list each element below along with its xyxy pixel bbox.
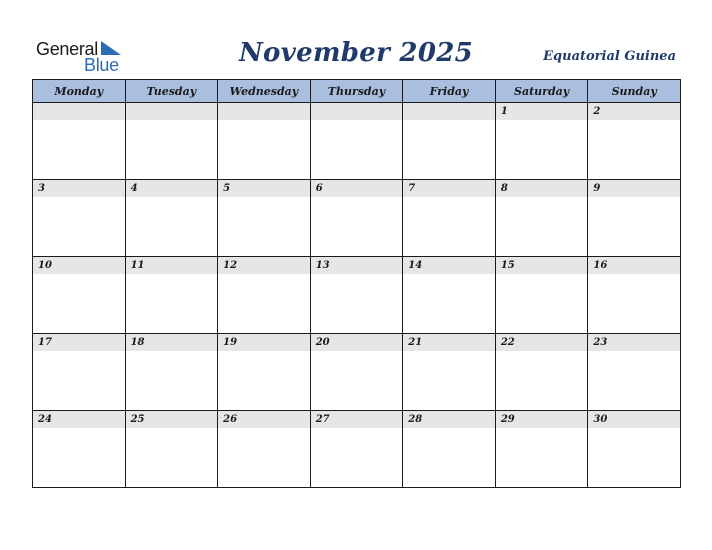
day-cell (588, 257, 681, 334)
calendar-grid (32, 79, 681, 488)
day-cell (33, 103, 126, 180)
day-cell (495, 334, 588, 411)
day-number: 19 (218, 334, 310, 351)
day-cell (403, 103, 496, 180)
day-cell (310, 411, 403, 488)
day-cell (33, 334, 126, 411)
week-row (33, 411, 681, 488)
day-cell (495, 257, 588, 334)
country-name: Equatorial Guinea (543, 49, 676, 64)
day-cell (310, 103, 403, 180)
day-number: 6 (311, 180, 403, 197)
weekday-header: Tuesday (125, 80, 218, 103)
day-number: 30 (588, 411, 680, 428)
day-cell (125, 334, 218, 411)
day-cell (588, 334, 681, 411)
weekday-header: Monday (33, 80, 126, 103)
week-row (33, 103, 681, 180)
day-number: 8 (496, 180, 588, 197)
day-number: 22 (496, 334, 588, 351)
day-cell (310, 257, 403, 334)
day-number (403, 103, 495, 120)
day-cell (125, 180, 218, 257)
day-number: 17 (33, 334, 125, 351)
day-number: 3 (33, 180, 125, 197)
week-row (33, 257, 681, 334)
day-cell (310, 334, 403, 411)
day-cell (495, 103, 588, 180)
weekday-header: Sunday (588, 80, 681, 103)
day-number: 13 (311, 257, 403, 274)
day-number: 1 (496, 103, 588, 120)
day-number: 18 (126, 334, 218, 351)
week-row (33, 180, 681, 257)
day-cell (33, 257, 126, 334)
day-cell (403, 411, 496, 488)
day-number: 12 (218, 257, 310, 274)
day-number: 2 (588, 103, 680, 120)
day-cell (125, 257, 218, 334)
calendar-title: November 2025 (238, 38, 473, 68)
day-cell (218, 103, 311, 180)
day-cell (125, 411, 218, 488)
day-number: 26 (218, 411, 310, 428)
day-number: 7 (403, 180, 495, 197)
day-number: 27 (311, 411, 403, 428)
day-cell (495, 411, 588, 488)
day-number: 10 (33, 257, 125, 274)
day-cell (33, 411, 126, 488)
day-number (126, 103, 218, 120)
day-number: 23 (588, 334, 680, 351)
weekday-header: Saturday (495, 80, 588, 103)
day-number: 9 (588, 180, 680, 197)
day-number: 14 (403, 257, 495, 274)
day-number: 21 (403, 334, 495, 351)
day-cell (218, 180, 311, 257)
day-cell (125, 103, 218, 180)
day-number: 11 (126, 257, 218, 274)
weekday-header: Thursday (310, 80, 403, 103)
day-number: 28 (403, 411, 495, 428)
weekday-header-row (33, 80, 681, 103)
day-cell (310, 180, 403, 257)
day-number: 15 (496, 257, 588, 274)
day-cell (403, 180, 496, 257)
logo-text-general: General (36, 39, 98, 59)
day-cell (403, 334, 496, 411)
day-number: 29 (496, 411, 588, 428)
day-cell (33, 180, 126, 257)
day-number (311, 103, 403, 120)
day-number: 4 (126, 180, 218, 197)
weekday-header: Wednesday (218, 80, 311, 103)
day-cell (218, 257, 311, 334)
day-cell (495, 180, 588, 257)
day-number: 24 (33, 411, 125, 428)
day-cell (403, 257, 496, 334)
logo-text-blue: Blue (84, 55, 119, 75)
weekday-header: Friday (403, 80, 496, 103)
day-cell (218, 411, 311, 488)
day-number (33, 103, 125, 120)
day-cell (588, 411, 681, 488)
day-number: 20 (311, 334, 403, 351)
day-number (218, 103, 310, 120)
day-cell (588, 180, 681, 257)
day-number: 5 (218, 180, 310, 197)
day-cell (218, 334, 311, 411)
week-row (33, 334, 681, 411)
day-number: 25 (126, 411, 218, 428)
day-cell (588, 103, 681, 180)
day-number: 16 (588, 257, 680, 274)
